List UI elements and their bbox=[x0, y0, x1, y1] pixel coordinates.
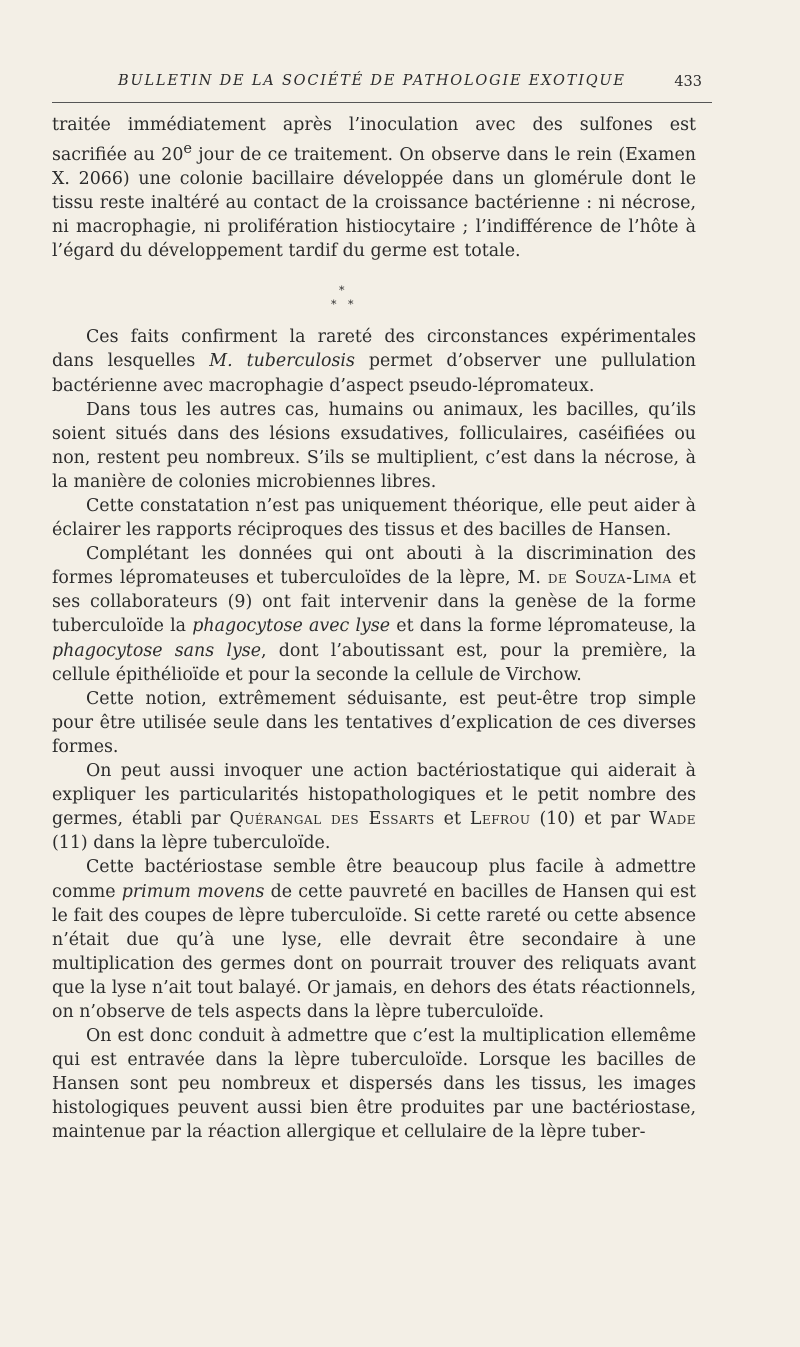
star-icon: * bbox=[331, 298, 337, 312]
text-run: , dont l’aboutissant est, pour la première, la cellule épithélioïde et pour la seconde la cellule de Virchow. bbox=[52, 640, 697, 685]
section-break-ornament bbox=[52, 263, 696, 325]
text-run: (10) et par bbox=[530, 809, 650, 830]
text-run: (11) dans la lèpre tuberculoïde. bbox=[52, 833, 331, 854]
text-run: et bbox=[434, 809, 470, 830]
text-run: permet d’observer une pullulation bactérienne avec macrophagie d’aspect pseudo-lépromateux. bbox=[52, 351, 696, 396]
text-run: traitée immédiatement après l’inoculation avec des sulfones est sacrifiée au 20 bbox=[52, 115, 696, 165]
text-run: On peut aussi invoquer une action bactériostatique qui aiderait à expliquer les particularités histopathologiques et le petit nombre des germes, établi par bbox=[52, 761, 696, 830]
paragraph-7 bbox=[52, 759, 696, 855]
italic-term: M. tuberculosis bbox=[209, 351, 355, 372]
paragraph-3: Dans tous les autres cas, humains ou animaux, les bacilles, qu’ils soient situés dans des lésions exsudatives, folliculaires, caséifiées ou non, restent peu nombreux. S’ils se multiplient, c’est dans la nécrose, à la manière de colonies microbiennes libres. bbox=[52, 399, 696, 492]
text-run: et ses collaborateurs (9) ont fait intervenir dans la genèse de la forme tuberculoïde la bbox=[52, 568, 696, 637]
paragraph-9: On est donc conduit à admettre que c’est la multiplication ellemême qui est entravée dans la lèpre tuberculoïde. Lorsque les bacilles de Hansen sont peu nombreux et dispersés dans les tissus, les images histologiques peuvent aussi bien être produites par une bactériostase, maintenue par la réaction allergique et cellulaire de la lèpre tuber- bbox=[52, 1026, 696, 1143]
text-run: de cette pauvreté en bacilles de Hansen qui est le fait des coupes de lèpre tuberculoïde. Si cette rareté ou cette absence n’était due qu’à une lyse, elle devrait être secondaire à une multiplication des germes dont on pourrait trouver des reliquats avant que la lyse n’ait tout balayé. Or jamais, en dehors des états réactionnels, on n’observe de tels aspects dans la lèpre tuberculoïde. bbox=[52, 881, 697, 1022]
running-title: BULLETIN DE LA SOCIÉTÉ DE PATHOLOGIE EXOTIQUE bbox=[118, 73, 626, 89]
star-icon: * bbox=[348, 298, 354, 312]
paragraph-2 bbox=[52, 325, 696, 397]
author-name: de Souza-Lima bbox=[547, 568, 672, 589]
page-header bbox=[52, 68, 712, 103]
author-name: Lefrou bbox=[469, 809, 531, 830]
paragraph-8 bbox=[52, 855, 696, 1024]
paragraph-1 bbox=[52, 113, 696, 263]
paragraph-4: Cette constatation n’est pas uniquement théorique, elle peut aider à éclairer les rapports réciproques des tissus et des bacilles de Hansen. bbox=[52, 496, 696, 541]
paragraph-6: Cette notion, extrêmement séduisante, est peut-être trop simple pour être utilisée seule dans les tentatives d’explication de ces diverses formes. bbox=[52, 688, 696, 757]
text-run: jour de ce traitement. On observe dans le rein (Examen X. 2066) une colonie bacillaire développée dans un glomérule dont le tissu reste inaltéré au contact de la croissance bactérienne : ni nécrose, ni macrophagie, ni prolifération histiocytaire ; l’indifférence de l’hôte à l’égard du développement tardif du germe est totale. bbox=[52, 144, 696, 262]
text-run: et dans la forme lépromateuse, la bbox=[390, 616, 696, 637]
author-name: Wade bbox=[649, 809, 697, 830]
page-number: 433 bbox=[674, 74, 702, 90]
star-icon: * bbox=[339, 284, 345, 298]
text-run: Cette bactériostase semble être beaucoup plus facile à admettre comme bbox=[52, 857, 696, 902]
article-body bbox=[52, 113, 696, 1145]
text-run: Complétant les données qui ont abouti à la discrimination des formes lépromateuses et tuberculoïdes de la lèpre, M. bbox=[52, 544, 696, 589]
italic-term: primum movens bbox=[121, 881, 265, 902]
superscript: e bbox=[183, 141, 192, 158]
author-name: Quérangal des Essarts bbox=[229, 809, 435, 830]
text-run: Ces faits confirment la rareté des circonstances expérimentales dans lesquelles bbox=[52, 327, 696, 372]
italic-term: phagocytose sans lyse bbox=[52, 640, 262, 661]
paragraph-5 bbox=[52, 542, 696, 687]
italic-term: phagocytose avec lyse bbox=[192, 616, 391, 637]
